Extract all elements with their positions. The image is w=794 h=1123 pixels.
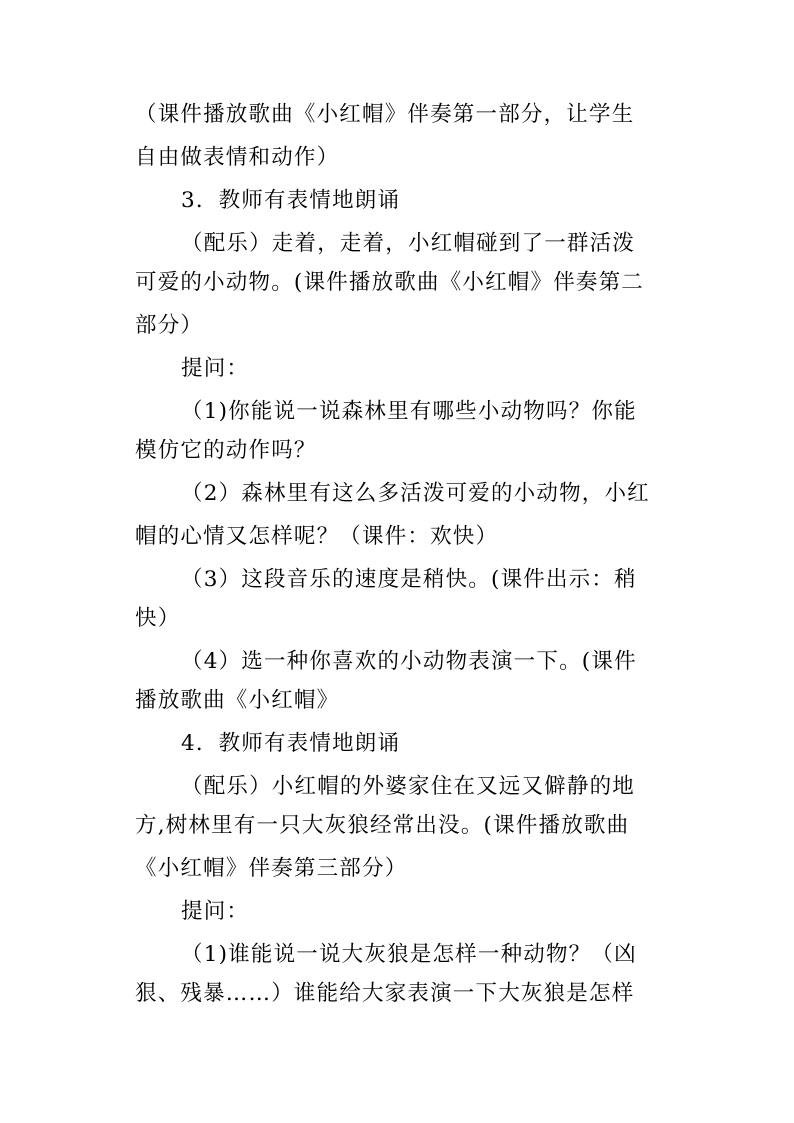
text-line: 自由做表情和动作） [135, 145, 340, 170]
text-line: 快） [135, 606, 181, 631]
text-line: 方,树林里有一只大灰狼经常出没。(课件播放歌曲 [135, 813, 630, 838]
text-line: （课件播放歌曲《小红帽》伴奏第一部分，让学生 [135, 102, 635, 127]
text-line: 《小红帽》伴奏第三部分） [135, 856, 408, 881]
section-heading: 4．教师有表情地朗诵 [181, 731, 401, 756]
text-line: （4）选一种你喜欢的小动物表演一下。(课件 [181, 649, 637, 674]
section-heading: 3．教师有表情地朗诵 [181, 188, 401, 213]
text-line: 帽的心情又怎样呢？（课件：欢快） [135, 524, 499, 549]
text-line: 模仿它的动作吗？ [135, 438, 317, 463]
question-heading: 提问： [181, 356, 250, 381]
question-heading: 提问： [181, 899, 250, 924]
text-line: （1)谁能说一说大灰狼是怎样一种动物？（凶 [181, 942, 637, 967]
text-line: （3）这段音乐的速度是稍快。(课件出示：稍 [181, 567, 637, 592]
text-line: （配乐）走着，走着，小红帽碰到了一群活泼 [181, 231, 636, 256]
text-line: （2）森林里有这么多活泼可爱的小动物，小红 [181, 481, 650, 506]
text-line: （配乐）小红帽的外婆家住在又远又僻静的地 [181, 774, 636, 799]
text-line: 狠、残暴……）谁能给大家表演一下大灰狼是怎样 [135, 981, 635, 1006]
text-line: （1)你能说一说森林里有哪些小动物吗？你能 [181, 399, 637, 424]
text-line: 部分） [135, 313, 204, 338]
text-line: 可爱的小动物。(课件播放歌曲《小红帽》伴奏第二 [135, 270, 644, 295]
text-line: 播放歌曲《小红帽》 [135, 688, 340, 713]
